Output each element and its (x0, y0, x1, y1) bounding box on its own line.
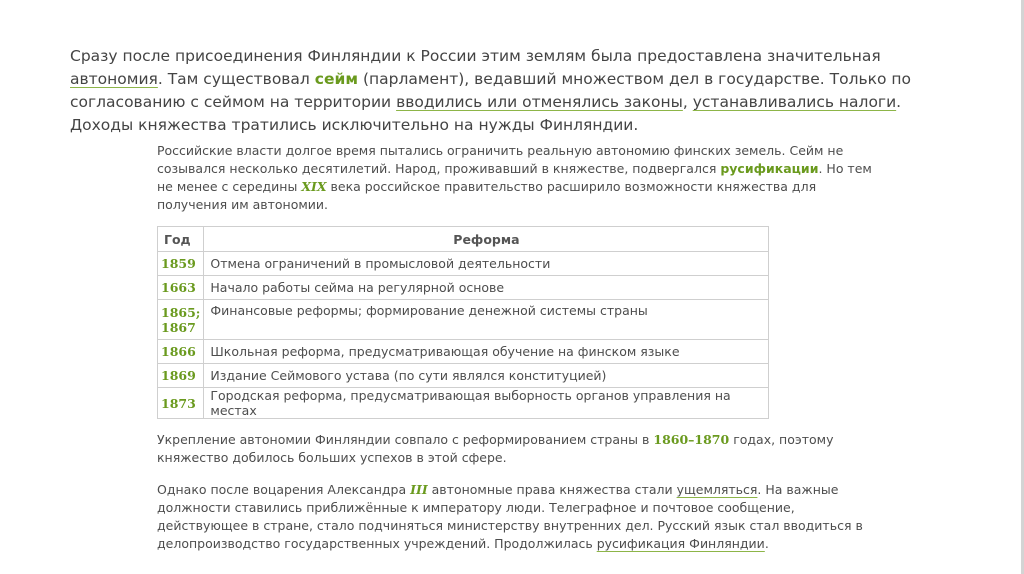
century-numeral: XIX (301, 179, 327, 194)
year-cell: 1663 (158, 276, 204, 300)
russification-link: русификация Финляндии (596, 536, 765, 551)
roman-numeral: III (410, 482, 428, 497)
paragraph-text: автономные права княжества стали (427, 482, 677, 497)
intro-text: . Там существовал (157, 70, 315, 88)
reforms-table (157, 226, 769, 419)
russification-term: русификации (720, 161, 819, 176)
year-cell: 1859 (158, 252, 204, 276)
intro-text: . Доходы княжества тратились исключительно на нужды Финляндии. (70, 93, 902, 134)
year-column-header: Год (158, 227, 204, 252)
paragraph-text: . (764, 536, 769, 551)
table-row (158, 276, 769, 300)
paragraph-text: Российские власти долгое время пытались ограничить реальную автономию финских земель. Сейм не созывался несколько десятилетий. Народ, проживавший в княжестве, подвергался (157, 143, 844, 176)
year-cell: 1869 (158, 364, 204, 388)
reform-cell: Городская реформа, предусматривающая выборность органов управления на местах (204, 388, 769, 419)
reform-cell: Начало работы сейма на регулярной основе (204, 276, 769, 300)
reform-cell: Отмена ограничений в промысловой деятельности (204, 252, 769, 276)
paragraph-alexander (157, 481, 877, 553)
year-cell (158, 300, 204, 340)
year-value: 1867 (161, 319, 196, 335)
table-row (158, 388, 769, 419)
reform-cell: Издание Сеймового устава (по сути являлся конституцией) (204, 364, 769, 388)
intro-text: , (682, 93, 693, 111)
reform-cell: Школьная реформа, предусматривающая обучение на финском языке (204, 340, 769, 364)
year-value: 1865; (161, 304, 201, 320)
paragraph-text: . Но тем не менее с середины (157, 161, 872, 194)
table-row (158, 364, 769, 388)
intro-text: Сразу после присоединения Финляндии к России этим землям была предоставлена значительная (70, 47, 881, 65)
autonomy-term: автономия (70, 70, 158, 88)
reform-column-header: Реформа (204, 227, 769, 252)
taxes-term: устанавливались налоги (692, 93, 897, 111)
paragraph-text: годах, поэтому княжество добилось больших успехов в этой сфере. (157, 432, 834, 465)
table-row (158, 340, 769, 364)
reform-cell: Финансовые реформы; формирование денежной системы страны (204, 300, 769, 340)
laws-term: вводились или отменялись законы (396, 93, 683, 111)
seim-term: сейм (314, 70, 359, 88)
year-cell: 1873 (158, 388, 204, 419)
infringed-term: ущемляться (676, 482, 758, 497)
table-header-row (158, 227, 769, 252)
years-range: 1860–1870 (653, 432, 730, 447)
paragraph-text: века российское правительство расширило возможности княжества для получения им автономии. (157, 179, 817, 212)
table-row (158, 300, 769, 340)
paragraph-restrictions (157, 142, 877, 214)
paragraph-text: Укрепление автономии Финляндии совпало с реформированием страны в (157, 432, 654, 447)
paragraph-text: . На важные должности ставились приближённые к императору люди. Телеграфное и почтовое сообщение, действующее в стране, стало подчиняться министерству внутренних дел. Русский язык стал вводиться в делопроизводство государственных учреждений. Продолжилась (157, 482, 863, 551)
paragraph-text: Однако после воцарения Александра (157, 482, 411, 497)
year-cell: 1866 (158, 340, 204, 364)
intro-paragraph (70, 45, 950, 137)
intro-text: (парламент), ведавший множеством дел в государстве. Только по согласованию с сеймом на территории (70, 70, 912, 111)
table-row (158, 252, 769, 276)
paragraph-strengthening (157, 431, 877, 467)
